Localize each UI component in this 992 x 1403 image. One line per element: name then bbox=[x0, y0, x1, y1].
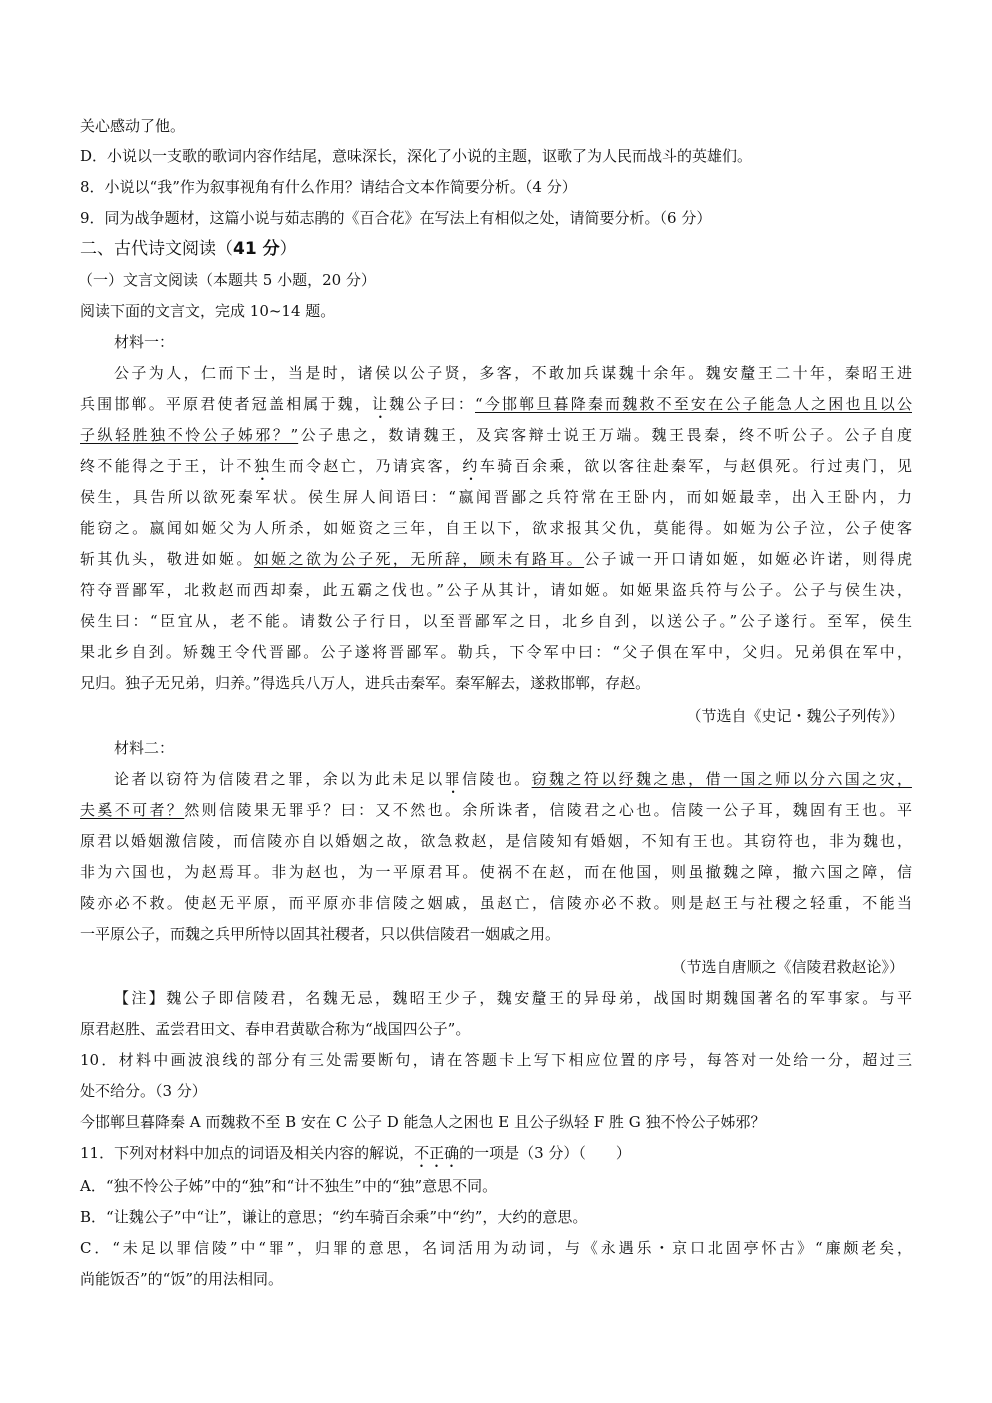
section-score: 41 分 bbox=[233, 239, 280, 259]
question-11: 11．下列对材料中加点的词语及相关内容的解说，不正确的一项是（3 分）（ ） bbox=[80, 1144, 631, 1162]
material-1-line: 侯生，具告所以欲死秦军状。侯生屏人间语曰：“嬴闻晋鄙之兵符常在王卧内，而如姬最幸，出入王卧内，力 bbox=[80, 488, 912, 506]
wavy-underlined-text: 子纵轻胜独不怜公子姊邪？” bbox=[80, 426, 299, 444]
option-c-cont: 尚能饭否”的“饭”的用法相同。 bbox=[80, 1270, 284, 1288]
option-d: D．小说以一支歌的歌词内容作结尾，意味深长，深化了小说的主题，讴歌了为人民而战斗的英雄们。 bbox=[80, 147, 753, 165]
underlined-sentence: 如姬之欲为公子死，无所辞，顾未有路耳。 bbox=[253, 550, 585, 568]
option-a: A．“独不怜公子姊”中的“独”和“计不独生”中的“独”意思不同。 bbox=[80, 1177, 498, 1195]
reading-intro: 阅读下面的文言文，完成 10~14 题。 bbox=[80, 302, 336, 320]
material-1-source: （节选自《史记・魏公子列传》） bbox=[686, 707, 904, 725]
material-1-line: 符夺晋鄙军，北救赵而西却秦，此五霸之伐也。”公子从其计，请如姬。如姬果盗兵符与公子。公子与侯生决， bbox=[80, 581, 912, 599]
question-10-cont: 处不给分。（3 分） bbox=[80, 1082, 207, 1100]
material-1-line: 侯生曰：“臣宜从，老不能。请数公子行日，以至晋鄙军之日，北乡自刭，以送公子。”公子遂行。至军，侯生 bbox=[80, 612, 912, 630]
material-1-line: 果北乡自刭。矫魏王令代晋鄙。公子遂将晋鄙军。勒兵，下令军中曰：“父子俱在军中，父归。兄弟俱在军中， bbox=[80, 643, 912, 661]
question-10: 10．材料中画波浪线的部分有三处需要断句，请在答题卡上写下相应位置的序号，每答对一处给一分，超过三 bbox=[80, 1051, 912, 1069]
annotation-line: 【注】魏公子即信陵君，名魏无忌，魏昭王少子，魏安釐王的异母弟，战国时期魏国著名的军事家。与平 bbox=[114, 989, 912, 1007]
prev-text-line: 关心感动了他。 bbox=[80, 117, 186, 135]
material-1-label: 材料一： bbox=[114, 333, 175, 351]
question-10-sentence: 今邯郸旦暮降秦 A 而魏救不至 B 安在 C 公子 D 能急人之困也 E 且公子纵轻 F 胜 G 独不怜公子姊邪？ bbox=[80, 1113, 766, 1131]
underlined-sentence: 夫奚不可者？ bbox=[80, 801, 185, 819]
dotted-word: 约 bbox=[462, 457, 480, 475]
dotted-word: 独 bbox=[253, 457, 272, 475]
material-2-line: 一平原公子，而魏之兵甲所恃以固其社稷者，只以供信陵君一姻戚之用。 bbox=[80, 925, 561, 943]
material-1-line: 子纵轻胜独不怜公子姊邪？”公子患之，数请魏王，及宾客辩士说王万端。魏王畏秦，终不听公子。公子自度 bbox=[80, 426, 912, 444]
option-b: B．“让魏公子”中“让”，谦让的意思；“约车骑百余乘”中“约”，大约的意思。 bbox=[80, 1208, 588, 1226]
section-close: ） bbox=[279, 239, 297, 259]
question-8: 8．小说以“我”作为叙事视角有什么作用？请结合文本作简要分析。（4 分） bbox=[80, 178, 577, 196]
dotted-word: 不正确 bbox=[414, 1144, 460, 1162]
material-1-line: 兄归。独子无兄弟，归养。”得选兵八万人，进兵击秦军。秦军解去，遂救邯郸，存赵。 bbox=[80, 674, 651, 692]
section-heading bbox=[80, 239, 297, 259]
material-2-label: 材料二： bbox=[114, 739, 175, 757]
material-2-line: 非为六国也，为赵焉耳。非为赵也，为一平原君耳。使祸不在赵，而在他国，则虽撤魏之障，撤六国之障，信 bbox=[80, 863, 912, 881]
material-1-line: 终不能得之于王，计不独生而令赵亡，乃请宾客，约车骑百余乘，欲以客往赴秦军，与赵俱死。行过夷门，见 bbox=[80, 457, 912, 475]
material-1-line: 公子为人，仁而下士，当是时，诸侯以公子贤，多客，不敢加兵谋魏十余年。魏安釐王二十年，秦昭王进 bbox=[114, 364, 912, 382]
material-2-line: 陵亦必不救。使赵无平原，而平原亦非信陵之姻戚，虽赵亡，信陵亦必不救。则是赵王与社稷之轻重，不能当 bbox=[80, 894, 912, 912]
option-c: C．“未足以罪信陵”中“罪”，归罪的意思，名词活用为动词，与《永遇乐・京口北固亭怀古》“廉颇老矣， bbox=[80, 1239, 912, 1257]
wavy-underlined-text: “今邯郸旦暮降秦而魏救不至安在公子能急人之困也且以公 bbox=[475, 395, 912, 413]
section-title: 二、古代诗文阅读（ bbox=[80, 239, 233, 259]
dotted-word: 让 bbox=[371, 395, 390, 413]
underlined-sentence: 窃魏之符以纾魏之患，借一国之师以分六国之灾， bbox=[531, 770, 912, 788]
material-2-line: 原君以婚姻激信陵，而信陵亦自以婚姻之故，欲急救赵，是信陵知有婚姻，不知有王也。其窃符也，非为魏也， bbox=[80, 832, 912, 850]
material-1-line: 斩其仇头，敬进如姬。如姬之欲为公子死，无所辞，顾未有路耳。公子诚一开口请如姬，如姬必许诺，则得虎 bbox=[80, 550, 912, 568]
material-2-source: （节选自唐顺之《信陵君救赵论》） bbox=[671, 958, 904, 976]
material-2-line: 论者以窃符为信陵君之罪，余以为此未足以罪信陵也。窃魏之符以纾魏之患，借一国之师以分六国之灾， bbox=[114, 770, 912, 788]
material-2-line: 夫奚不可者？然则信陵果无罪乎？曰：又不然也。余所诛者，信陵君之心也。信陵一公子耳，魏固有王也。平 bbox=[80, 801, 912, 819]
subsection-heading: （一）文言文阅读（本题共 5 小题，20 分） bbox=[78, 271, 376, 289]
annotation-line: 原君赵胜、孟尝君田文、春申君黄歇合称为“战国四公子”。 bbox=[80, 1020, 471, 1038]
material-1-line: 兵围邯郸。平原君使者冠盖相属于魏，让魏公子曰：“今邯郸旦暮降秦而魏救不至安在公子能急人之困也且以公 bbox=[80, 395, 912, 413]
question-9: 9．同为战争题材，这篇小说与茹志鹃的《百合花》在写法上有相似之处，请简要分析。（6 分） bbox=[80, 209, 712, 227]
material-1-line: 能窃之。嬴闻如姬父为人所杀，如姬资之三年，自王以下，欲求报其父仇，莫能得。如姬为公子泣，公子使客 bbox=[80, 519, 912, 537]
dotted-word: 罪 bbox=[444, 770, 462, 788]
